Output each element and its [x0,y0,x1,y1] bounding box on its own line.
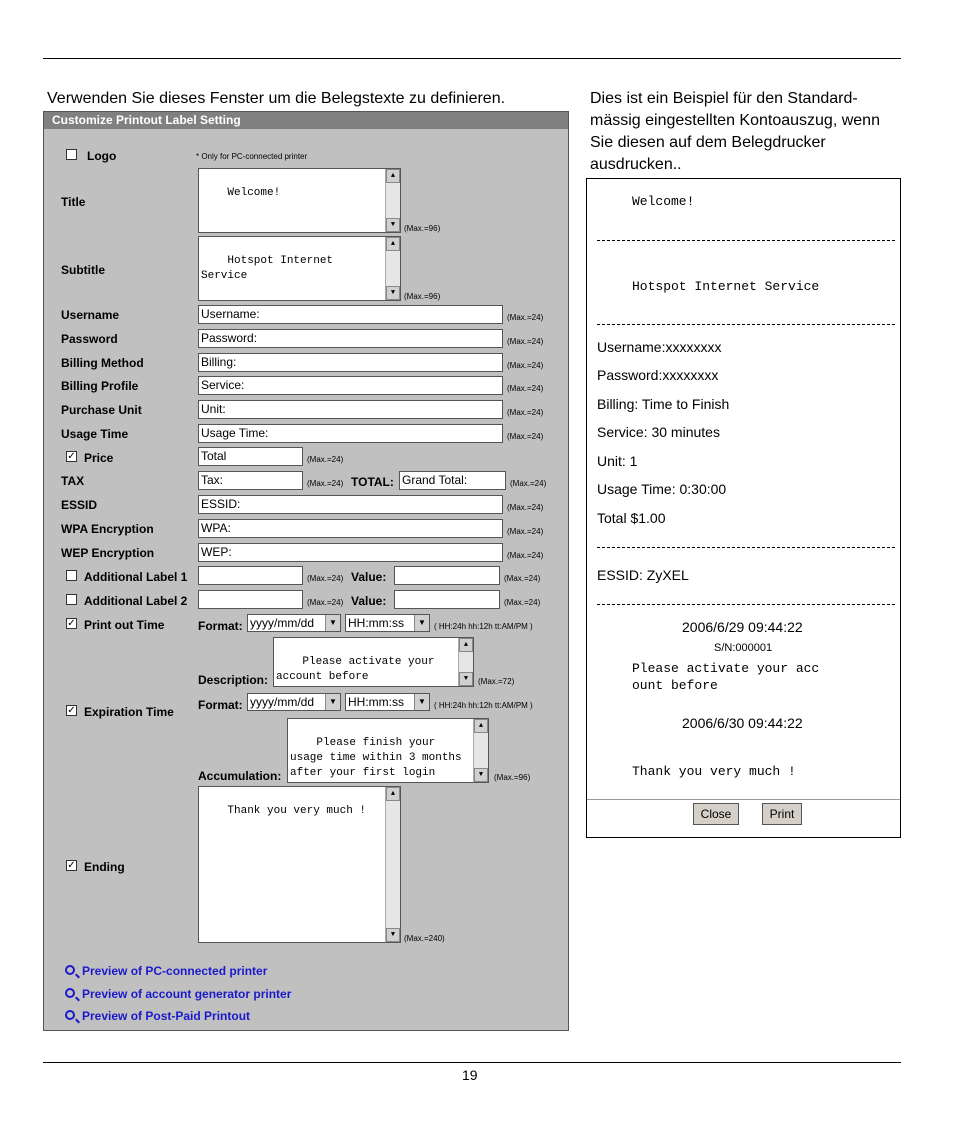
accumulation-max: (Max.=96) [494,773,531,782]
preview-usage-time: Usage Time: 0:30:00 [597,481,727,497]
username-max: (Max.=24) [507,313,544,322]
price-checkbox[interactable]: ✓ [67,451,76,462]
customize-printout-panel [43,111,569,1031]
additional-value-2-input[interactable] [394,590,500,609]
magnifier-icon[interactable] [65,965,75,975]
accumulation-scrollbar[interactable] [473,719,488,782]
price-max: (Max.=24) [307,455,344,464]
logo-checkbox[interactable] [66,149,77,160]
preview-button-bar-divider [587,799,900,800]
preview-datetime-2: 2006/6/30 09:44:22 [682,715,803,731]
usage-time-max: (Max.=24) [507,432,544,441]
additional-label-1-max: (Max.=24) [307,574,344,583]
preview-password: Password:xxxxxxxx [597,367,719,383]
bottom-rule [43,1062,901,1063]
subtitle-textarea[interactable] [198,236,401,301]
expiration-time-label: Expiration Time [84,705,174,719]
additional-value-2-label: Value: [351,594,387,608]
print-out-time-label: Print out Time [84,618,165,632]
billing-method-input[interactable]: Billing: [198,353,503,372]
chevron-down-icon[interactable]: ▼ [414,694,429,710]
preview-divider [597,604,895,605]
expiration-format-hint: ( HH:24h hh:12h tt:AM/PM ) [434,701,533,710]
panel-title: Customize Printout Label Setting [44,112,568,129]
title-scrollbar[interactable] [385,169,400,232]
preview-billing: Billing: Time to Finish [597,396,730,412]
usage-time-label: Usage Time [61,427,129,441]
scroll-down-arrow-icon[interactable]: ▼ [386,286,400,300]
username-label: Username [61,308,120,322]
preview-activate-line-1: Please activate your acc [632,661,820,676]
wpa-input[interactable]: WPA: [198,519,503,538]
billing-profile-max: (Max.=24) [507,384,544,393]
title-max: (Max.=96) [404,224,441,233]
preview-unit: Unit: 1 [597,453,638,469]
printout-format-hint: ( HH:24h hh:12h tt:AM/PM ) [434,622,533,631]
printout-date-format-select[interactable] [247,614,341,632]
additional-label-1-input[interactable] [198,566,303,585]
wpa-encryption-label: WPA Encryption [61,522,154,536]
printout-date-format-value: yyyy/mm/dd [250,616,315,630]
title-text: Welcome! [227,187,281,199]
ending-label: Ending [84,860,125,874]
accumulation-label: Accumulation: [198,769,282,783]
top-rule [43,58,901,59]
wep-max: (Max.=24) [507,551,544,560]
subtitle-text: Hotspot Internet Service [201,255,340,282]
expiration-date-format-value: yyyy/mm/dd [250,695,315,709]
additional-value-1-input[interactable] [394,566,500,585]
password-input[interactable]: Password: [198,329,503,348]
scroll-down-arrow-icon[interactable]: ▼ [386,218,400,232]
logo-note: * Only for PC-connected printer [196,152,308,161]
preview-subtitle: Hotspot Internet Service [632,279,820,294]
print-button[interactable]: Print [762,803,802,825]
essid-input[interactable]: ESSID: [198,495,503,514]
accumulation-textarea[interactable] [287,718,489,783]
billing-profile-input[interactable]: Service: [198,376,503,395]
scroll-up-arrow-icon[interactable]: ▲ [386,237,400,251]
scroll-up-arrow-icon[interactable]: ▲ [459,638,473,652]
preview-total: Total $1.00 [597,510,666,526]
additional-label-2-max: (Max.=24) [307,598,344,607]
scroll-up-arrow-icon[interactable]: ▲ [386,169,400,183]
ending-checkbox[interactable]: ✓ [67,860,76,871]
title-textarea[interactable] [198,168,401,233]
total-label: TOTAL: [351,475,394,489]
scroll-down-arrow-icon[interactable]: ▼ [386,928,400,942]
print-out-time-checkbox[interactable]: ✓ [67,618,76,629]
additional-label-2-label: Additional Label 2 [84,594,188,608]
tax-input[interactable]: Tax: [198,471,303,490]
description-textarea[interactable] [273,637,474,687]
billing-method-max: (Max.=24) [507,361,544,370]
scroll-down-arrow-icon[interactable]: ▼ [459,672,473,686]
preview-post-paid-link[interactable]: Preview of Post-Paid Printout [82,1009,251,1023]
chevron-down-icon[interactable]: ▼ [414,615,429,631]
price-input[interactable]: Total [198,447,303,466]
printout-time-format-select[interactable] [345,614,430,632]
billing-profile-label: Billing Profile [61,379,139,393]
password-max: (Max.=24) [507,337,544,346]
chevron-down-icon[interactable]: ▼ [325,615,340,631]
additional-label-1-label: Additional Label 1 [84,570,188,584]
subtitle-max: (Max.=96) [404,292,441,301]
ending-scrollbar[interactable] [385,787,400,942]
title-label: Title [61,195,86,209]
intro-right-text: Dies ist ein Beispiel für den Standard-mässig eingestellten Kontoauszug, wenn Sie diesen auf dem Belegdrucker ausdrucken.. [590,90,880,173]
preview-account-generator-link[interactable]: Preview of account generator printer [82,987,292,1001]
preview-pc-printer-link[interactable]: Preview of PC-connected printer [82,964,268,978]
intro-left-text: Verwenden Sie dieses Fenster um die Belegstexte zu definieren. [47,90,506,107]
printout-format-label: Format: [198,619,243,633]
preview-welcome: Welcome! [632,194,695,209]
expiration-time-checkbox[interactable]: ✓ [67,705,76,716]
logo-label: Logo [87,149,117,163]
preview-essid: ESSID: ZyXEL [597,567,689,583]
preview-serial: S/N:000001 [714,642,773,654]
close-button[interactable]: Close [693,803,739,825]
wpa-max: (Max.=24) [507,527,544,536]
accumulation-text: Please finish your usage time within 3 months after your first login [290,737,469,779]
purchase-unit-max: (Max.=24) [507,408,544,417]
purchase-unit-input[interactable]: Unit: [198,400,503,419]
expiration-date-format-select[interactable] [247,693,341,711]
preview-divider [597,324,895,325]
ending-text: Thank you very much ! [227,805,367,817]
wep-encryption-label: WEP Encryption [61,546,155,560]
additional-value-1-label: Value: [351,570,387,584]
description-text: Please activate your account before [276,656,442,683]
chevron-down-icon[interactable]: ▼ [325,694,340,710]
magnifier-icon[interactable] [65,1010,75,1020]
password-label: Password [61,332,118,346]
essid-label: ESSID [61,498,98,512]
preview-activate-line-2: ount before [632,678,718,693]
scroll-up-arrow-icon[interactable]: ▲ [474,719,488,733]
printout-time-format-value: HH:mm:ss [348,616,404,630]
essid-max: (Max.=24) [507,503,544,512]
total-max: (Max.=24) [510,479,547,488]
preview-divider [597,240,895,241]
description-label: Description: [198,673,269,687]
magnifier-icon[interactable] [65,988,75,998]
total-input[interactable]: Grand Total: [399,471,506,490]
preview-thanks: Thank you very much ! [632,764,796,779]
ending-max: (Max.=240) [404,934,445,943]
scroll-up-arrow-icon[interactable]: ▲ [386,787,400,801]
tax-max: (Max.=24) [307,479,344,488]
additional-label-1-checkbox[interactable] [66,570,77,581]
username-input[interactable]: Username: [198,305,503,324]
price-label: Price [84,451,114,465]
expiration-format-label: Format: [198,698,243,712]
description-max: (Max.=72) [478,677,515,686]
purchase-unit-label: Purchase Unit [61,403,142,417]
usage-time-input[interactable]: Usage Time: [198,424,503,443]
preview-datetime-1: 2006/6/29 09:44:22 [682,619,803,635]
subtitle-label: Subtitle [61,263,105,277]
expiration-time-format-select[interactable] [345,693,430,711]
tax-label: TAX [61,474,85,488]
additional-label-2-input[interactable] [198,590,303,609]
billing-method-label: Billing Method [61,356,144,370]
additional-value-2-max: (Max.=24) [504,598,541,607]
scroll-down-arrow-icon[interactable]: ▼ [474,768,488,782]
description-scrollbar[interactable] [458,638,473,686]
ending-textarea[interactable] [198,786,401,943]
preview-service: Service: 30 minutes [597,424,720,440]
page-number: 19 [462,1067,478,1083]
additional-label-2-checkbox[interactable] [66,594,77,605]
expiration-time-format-value: HH:mm:ss [348,695,404,709]
subtitle-scrollbar[interactable] [385,237,400,300]
additional-value-1-max: (Max.=24) [504,574,541,583]
preview-divider [597,547,895,548]
wep-input[interactable]: WEP: [198,543,503,562]
preview-username: Username:xxxxxxxx [597,339,722,355]
printout-preview [586,178,901,838]
